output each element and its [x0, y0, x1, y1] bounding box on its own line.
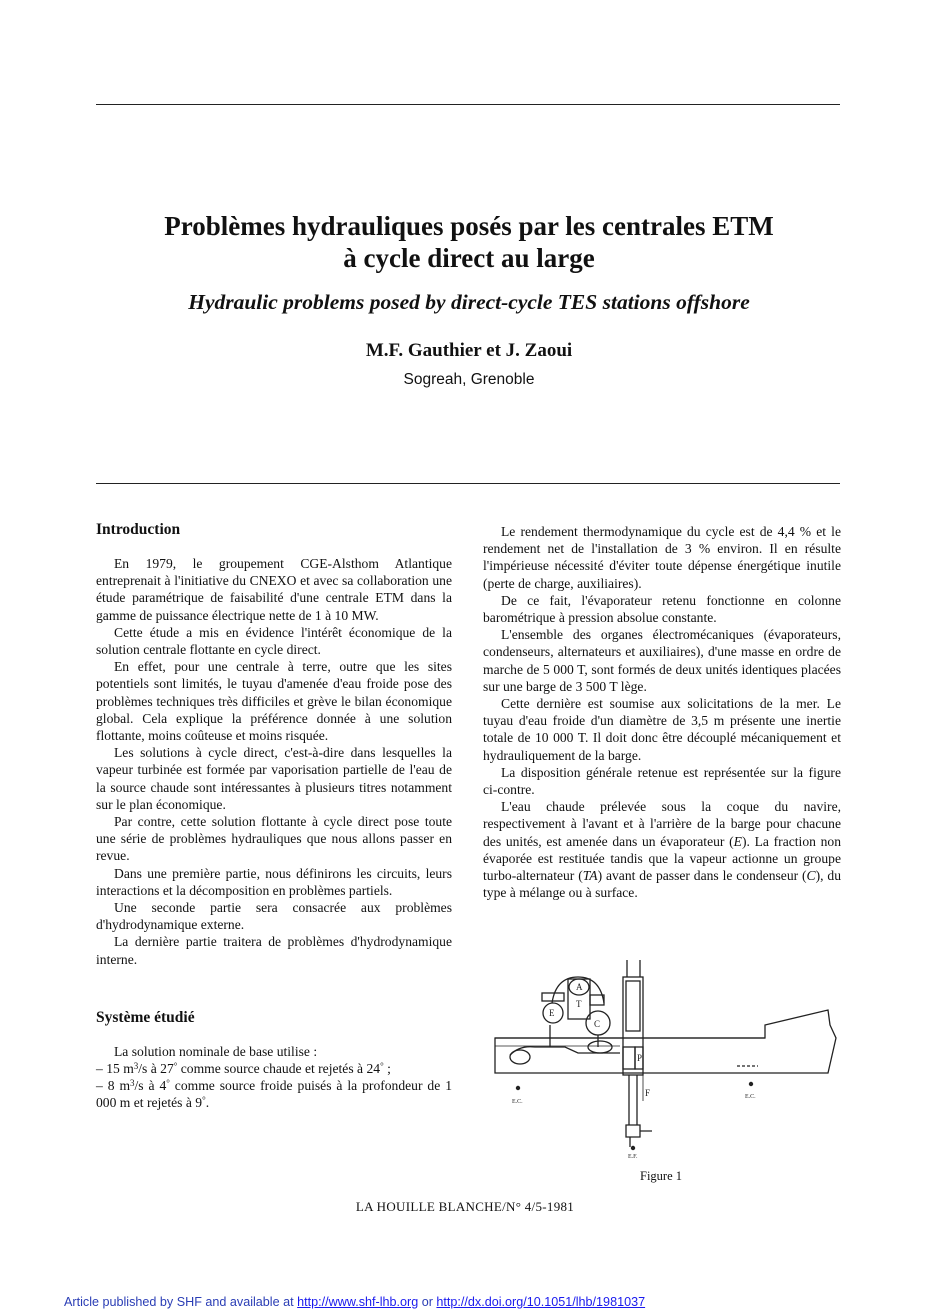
figure-label-ec-left: E.C. [512, 1099, 523, 1105]
title-line-1: Problèmes hydrauliques posés par les centrales ETM [164, 211, 774, 241]
figure-label-ef: E.F. [628, 1154, 638, 1160]
paragraph: Dans une première partie, nous définirons les circuits, leurs interactions et la décomposition en problèmes partiels. [96, 865, 452, 898]
figure-1-barge-diagram [490, 955, 850, 1167]
paragraph: La dernière partie traitera de problèmes d'hydrodynamique interne. [96, 934, 452, 967]
paragraph: La solution nominale de base utilise : [114, 1043, 318, 1059]
list-item-hot-source: – 15 $m^3/s$ à 27° comme source chaude et rejetés à 24° ; [96, 1061, 391, 1077]
figure-label-C: C [594, 1019, 601, 1029]
publisher-footer: Article published by SHF and available at http://www.shf-lhb.org or http://dx.doi.org/10.1051/lhb/1981037 [64, 1295, 646, 1309]
right-column [483, 523, 841, 901]
shf-link[interactable]: http://www.shf-lhb.org [297, 1295, 419, 1309]
paragraph: Cette étude a mis en évidence l'intérêt économique de la solution centrale flottante en cycle direct. [96, 624, 452, 658]
authors: M.F. Gauthier et J. Zaoui [365, 340, 573, 361]
paragraph: Le rendement thermodynamique du cycle est de 4,4 % et le rendement net de l'installation de 3 % environ. Il en résulte l'impérieuse nécessité d'éviter toute dépense énergétique inutile (perte de charge, auxiliaires). [483, 524, 841, 591]
figure-label-ec-right: E.C. [745, 1094, 756, 1100]
paragraph: Les solutions à cycle direct, c'est-à-dire dans lesquelles la vapeur turbinée est formée par vaporisation partielle de l'eau de la source chaude sont intéressantes à plusieurs titres notamment sur le plan économique. [96, 745, 452, 812]
top-rule [96, 104, 840, 105]
paragraph: En 1979, le groupement CGE-Alsthom Atlantique entreprenait à l'initiative du CNEXO et avec sa collaboration une étude paramétrique de faisabilité d'une centrale ETM dans la gamme de puissance électrique nette de 1 à 10 MW. [96, 556, 452, 623]
paragraph: Par contre, cette solution flottante à cycle direct pose toute une série de problèmes hydrauliques que nous allons passer en revue. [96, 814, 452, 864]
left-column [96, 520, 452, 1112]
paragraph: L'eau chaude prélevée sous la coque du navire, respectivement à l'avant et à l'arrière de la barge pour chacune des unités, est amenée dans un évaporateur (E). La fraction non évaporée est restituée tandis que la vapeur actionne un groupe turbo-alternateur (TA) avant de passer dans le condenseur (C), du type à mélange ou à surface. [483, 799, 842, 901]
figure-caption: Figure 1 [640, 1169, 683, 1183]
header-rule [96, 483, 840, 484]
page-title [60, 210, 878, 274]
paragraph: De ce fait, l'évaporateur retenu fonctionne en colonne barométrique à pression absolue constante. [483, 592, 841, 626]
figure-label-E: E [549, 1008, 555, 1018]
english-subtitle: Hydraulic problems posed by direct-cycle TES stations offshore [188, 290, 750, 314]
paragraph: Une seconde partie sera consacrée aux problèmes d'hydrodynamique externe. [96, 900, 452, 933]
figure-label-P: P [637, 1053, 643, 1063]
figure-label-F: F [645, 1088, 651, 1098]
list-item-cold-source: – 8 $m^3/s$ à 4° comme source froide puisés à la profondeur de 1 000 m et rejetés à 9°. [96, 1078, 452, 1111]
paragraph: Cette dernière est soumise aux solicitations de la mer. Le tuyau d'eau froide d'un diamètre de 3,5 m présente une inertie totale de 10 000 T. Il doit donc être découplé mécaniquement et hydrauliquement de la barge. [483, 696, 841, 763]
figure-label-T: T [576, 999, 582, 1009]
affiliation: Sogreah, Grenoble [403, 371, 535, 388]
figure-label-A: A [576, 982, 583, 992]
section-heading-system: Système étudié [96, 1008, 195, 1026]
doi-link[interactable]: http://dx.doi.org/10.1051/lhb/1981037 [436, 1295, 646, 1309]
cold-water-pipe [626, 1075, 640, 1137]
journal-reference: LA HOUILLE BLANCHE/N° 4/5-1981 [355, 1199, 575, 1214]
paragraph: En effet, pour une centrale à terre, outre que les sites potentiels sont limités, le tuyau d'amenée d'eau froide pose des problèmes techniques très difficiles et grève le bilan économique global. Cela explique la préférence donnée à une solution flottante, moins coûteuse et moins risquée. [96, 659, 452, 744]
paragraph: L'ensemble des organes électromécaniques (évaporateurs, condenseurs, alternateurs et auxiliaires), d'une masse en ordre de marche de 5 000 T, sont formés de deux unités identiques placées sur une barge de 3 500 T lège. [483, 627, 841, 694]
section-heading-introduction: Introduction [96, 521, 181, 538]
paragraph: La disposition générale retenue est représentée sur la figure ci-contre. [483, 764, 841, 798]
title-line-2: à cycle direct au large [343, 243, 595, 273]
